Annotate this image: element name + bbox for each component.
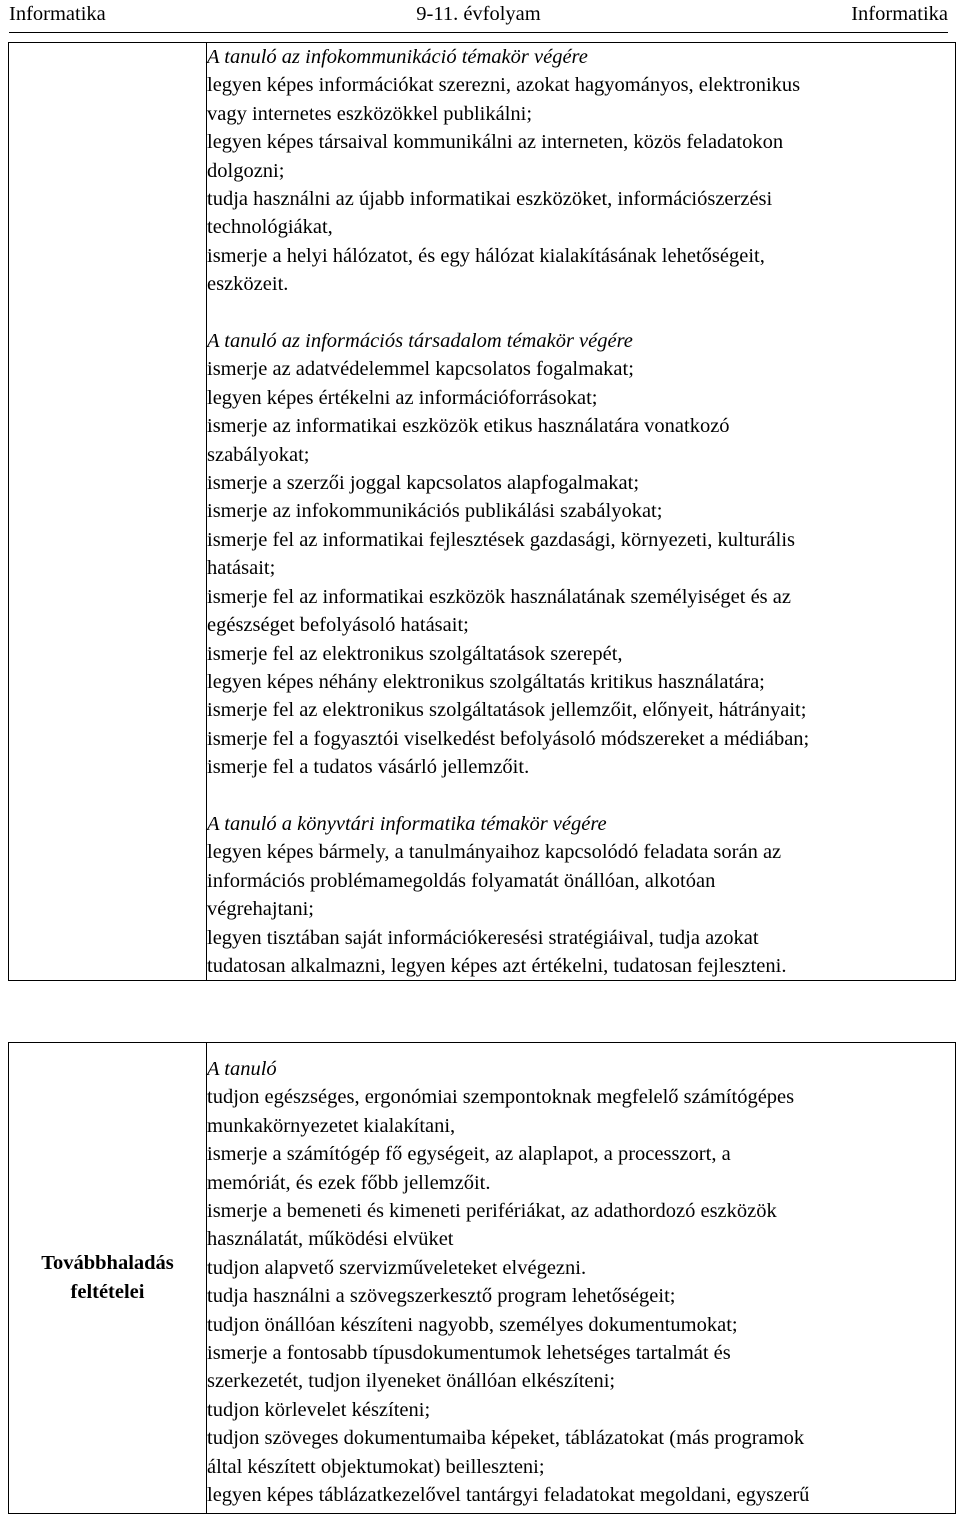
progression-lines [207, 1083, 955, 1509]
outcome-line: legyen képes társaival kommunikálni az interneten, közös feladatokon [207, 131, 784, 154]
requirement-line: szerkezetét, tudjon ilyeneket önállóan elkészíteni; [207, 1370, 616, 1393]
header-grade: 9-11. évfolyam [416, 3, 541, 25]
outcome-line: legyen képes néhány elektronikus szolgáltatás kritikus használatára; [207, 670, 765, 693]
requirement-line: legyen képes táblázatkezelővel tantárgyi feladatokat megoldani, egyszerű [207, 1484, 810, 1507]
requirement-line: tudjon alapvető szervizműveleteket elvégezni. [207, 1256, 587, 1279]
requirement-line: tudjon szöveges dokumentumaiba képeket, táblázatokat (más programok [207, 1427, 805, 1450]
requirement-line: memóriát, és ezek főbb jellemzőit. [207, 1171, 491, 1194]
outcomes-label-cell [9, 43, 207, 981]
outcome-line: ismerje fel az elektronikus szolgáltatások jellemzőit, előnyeit, hátrányait; [207, 699, 807, 722]
outcome-line: ismerje fel az informatikai fejlesztések gazdasági, környezeti, kulturális [207, 528, 795, 551]
outcome-line: ismerje fel a tudatos vásárló jellemzőit. [207, 756, 530, 779]
outcome-line: végrehajtani; [207, 898, 315, 921]
requirement-line: ismerje a bemeneti és kimeneti perifériákat, az adathordozó eszközök [207, 1200, 777, 1223]
progression-label-line1: Továbbhaladás [41, 1252, 174, 1274]
outcome-line: ismerje az infokommunikációs publikálási szabályokat; [207, 500, 663, 523]
progression-table [8, 1042, 956, 1514]
section-title: A tanuló a könyvtári informatika témakör végére [207, 812, 607, 835]
requirement-line: tudjon körlevelet készíteni; [207, 1398, 431, 1421]
outcome-line: ismerje fel az informatikai eszközök használatának személyiséget és az [207, 585, 791, 608]
requirement-line: tudja használni a szövegszerkesztő program lehetőségeit; [207, 1285, 676, 1308]
outcomes-table [8, 42, 956, 981]
outcome-line: technológiákat, [207, 216, 333, 239]
outcome-section [207, 327, 955, 782]
outcome-line: legyen tisztában saját információkeresési stratégiáival, tudja azokat [207, 926, 759, 949]
outcome-line: eszközeit. [207, 273, 289, 296]
outcome-line: tudatosan alkalmazni, legyen képes azt értékelni, tudatosan fejleszteni. [207, 954, 787, 977]
requirement-line: ismerje a számítógép fő egységeit, az alaplapot, a processzort, a [207, 1143, 731, 1166]
outcome-line: legyen képes információkat szerezni, azokat hagyományos, elektronikus [207, 74, 801, 97]
progression-content [207, 1043, 956, 1514]
outcome-line: ismerje fel az elektronikus szolgáltatások szerepét, [207, 642, 623, 665]
outcome-line: ismerje a szerzői joggal kapcsolatos alapfogalmakat; [207, 472, 640, 495]
outcome-line: ismerje az adatvédelemmel kapcsolatos fogalmakat; [207, 358, 634, 381]
outcome-section [207, 810, 955, 980]
requirement-line: tudjon egészséges, ergonómiai szempontoknak megfelelő számítógépes [207, 1086, 795, 1109]
header-subject-left: Informatika [9, 3, 106, 25]
requirement-line: által készített objektumokat) beilleszteni; [207, 1455, 545, 1478]
progression-label-line2: feltételei [70, 1281, 145, 1303]
outcome-line: egészséget befolyásoló hatásait; [207, 614, 469, 637]
requirement-line: ismerje a fontosabb típusdokumentumok lehetséges tartalmát és [207, 1342, 731, 1365]
header-rule [9, 32, 948, 33]
requirement-line: munkakörnyezetet kialakítani, [207, 1114, 456, 1137]
header-subject-right: Informatika [851, 3, 948, 25]
outcome-line: dolgozni; [207, 159, 285, 182]
section-title: A tanuló az infokommunikáció témakör végére [207, 46, 588, 68]
progression-label-cell [9, 1043, 207, 1514]
progression-title: A tanuló [207, 1058, 277, 1080]
outcome-line: ismerje fel a fogyasztói viselkedést befolyásoló módszereket a médiában; [207, 727, 810, 750]
outcome-section [207, 43, 955, 299]
outcome-line: ismerje a helyi hálózatot, és egy hálózat kialakításának lehetőségeit, [207, 244, 765, 267]
section-title: A tanuló az információs társadalom témakör végére [207, 330, 633, 353]
requirement-line: használatát, működési elvüket [207, 1228, 454, 1251]
progression-section [207, 1055, 955, 1510]
outcomes-content [207, 43, 956, 981]
requirement-line: tudjon önállóan készíteni nagyobb, személyes dokumentumokat; [207, 1313, 738, 1336]
outcome-line: vagy internetes eszközökkel publikálni; [207, 102, 533, 125]
outcome-line: legyen képes értékelni az információforrásokat; [207, 386, 598, 409]
outcome-line: ismerje az informatikai eszközök etikus használatára vonatkozó [207, 415, 730, 438]
outcome-line: tudja használni az újabb informatikai eszközöket, információszerzési [207, 188, 773, 211]
outcome-line: legyen képes bármely, a tanulmányaihoz kapcsolódó feladata során az [207, 841, 782, 864]
page-header [9, 0, 948, 30]
outcome-line: hatásait; [207, 557, 276, 580]
outcome-line: szabályokat; [207, 443, 310, 466]
outcome-line: információs problémamegoldás folyamatát önállóan, alkotóan [207, 869, 716, 892]
